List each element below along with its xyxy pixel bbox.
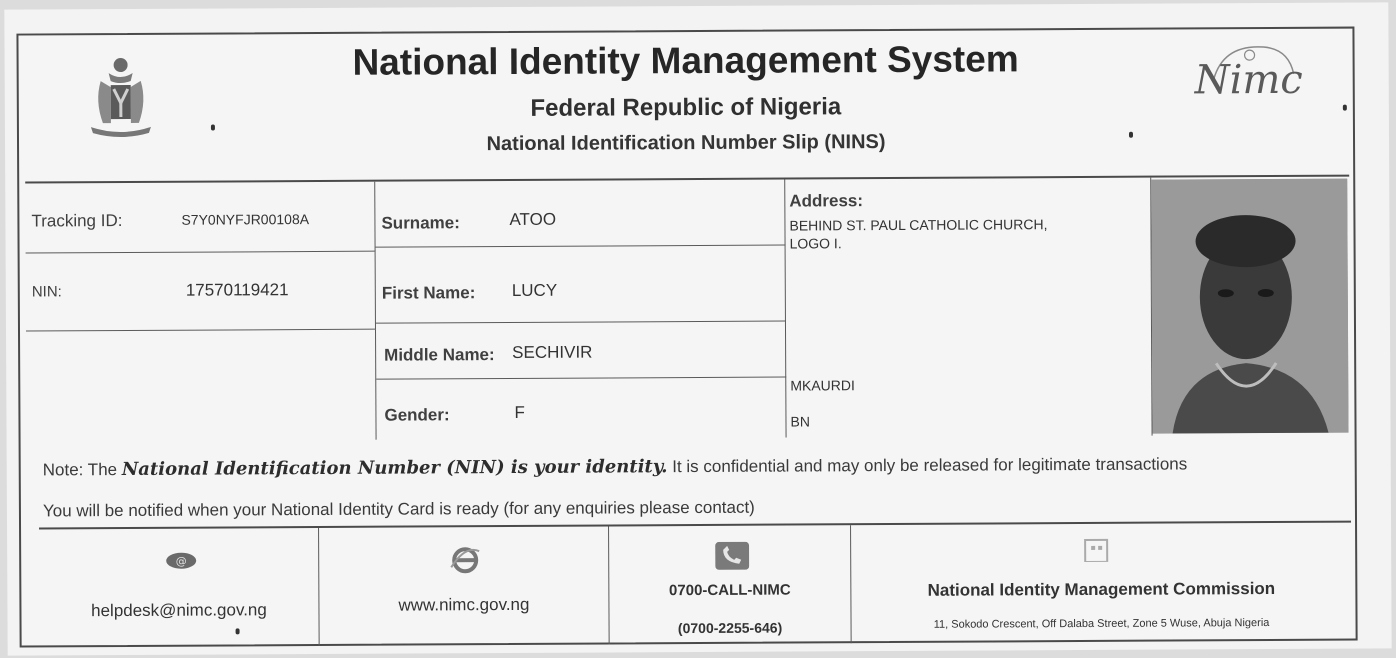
country-subtitle: Federal Republic of Nigeria: [530, 93, 842, 122]
note-suffix: It is confidential and may only be released for legitimate transactions: [667, 454, 1188, 477]
address-line-1: BEHIND ST. PAUL CATHOLIC CHURCH,: [789, 216, 1048, 234]
middle-name-value: SECHIVIR: [512, 342, 593, 362]
phone-icon: [715, 542, 749, 570]
gender-label: Gender:: [384, 405, 450, 425]
details-grid: [25, 175, 1350, 440]
gender-value: F: [514, 402, 525, 422]
tracking-id-value: S7Y0NYFJR00108A: [181, 211, 310, 228]
nin-cell: [26, 252, 376, 332]
office-cell: [851, 523, 1352, 644]
nin-value: 17570119421: [185, 280, 289, 300]
notify-note: You will be notified when your National Identity Card is ready (for any enquiries please contact): [42, 497, 755, 521]
ink-dot: [1129, 132, 1133, 138]
email-cell: [39, 528, 320, 647]
email-link[interactable]: helpdesk@nimc.gov.ng: [91, 600, 267, 621]
phone-number[interactable]: 0700-CALL-NIMC: [668, 581, 791, 600]
slip-title: National Identification Number Slip (NINS): [486, 131, 886, 156]
middle-name-label: Middle Name:: [384, 345, 495, 365]
nin-label: NIN:: [31, 283, 62, 301]
org-name: National Identity Management Commission: [927, 578, 1276, 600]
internet-explorer-icon: [449, 545, 481, 575]
nimc-logo: [1183, 39, 1313, 120]
surname-cell: [375, 180, 785, 248]
nimc-logo-text: Nimc: [1194, 56, 1303, 104]
website-link[interactable]: www.nimc.gov.ng: [398, 594, 530, 615]
building-icon: [1081, 536, 1111, 562]
ink-dot: [236, 628, 240, 634]
surname-value: ATOO: [509, 209, 557, 229]
nin-slip: [16, 27, 1357, 648]
phone-cell: [609, 525, 852, 644]
address-cell: [785, 178, 1152, 438]
empty-cell: [26, 330, 377, 442]
org-address: 11, Sokodo Crescent, Off Dalaba Street, Zone 5 Wuse, Abuja Nigeria: [933, 617, 1270, 631]
email-icon: [165, 551, 197, 571]
phone-digits: (0700-2255-646): [677, 619, 783, 637]
tracking-id-cell: [25, 182, 375, 254]
identity-note: [43, 453, 1188, 480]
ink-dot: [211, 125, 215, 131]
first-name-value: LUCY: [511, 280, 558, 300]
first-name-label: First Name:: [381, 283, 476, 303]
svg-text:@: @: [175, 554, 187, 568]
ink-dot: [1343, 105, 1347, 111]
address-state: BN: [790, 413, 810, 430]
address-line-2: LOGO I.: [789, 235, 842, 252]
page-title: National Identity Management System: [352, 38, 1019, 83]
paper-background: [4, 2, 1391, 655]
website-cell: [319, 526, 610, 646]
note-prefix: Note: The: [42, 460, 122, 480]
contact-footer: [39, 521, 1352, 648]
middle-name-cell: [376, 322, 786, 380]
surname-label: Surname:: [381, 213, 460, 233]
address-city: MKAURDI: [790, 377, 855, 394]
tracking-id-label: Tracking ID:: [31, 211, 123, 231]
address-label: Address:: [789, 191, 864, 211]
gender-cell: [376, 378, 786, 440]
note-emphasis: National Identification Number (NIN) is your identity.: [121, 456, 668, 481]
holder-photo: [1151, 179, 1348, 434]
slip-header: [18, 29, 1353, 182]
first-name-cell: [376, 246, 786, 324]
